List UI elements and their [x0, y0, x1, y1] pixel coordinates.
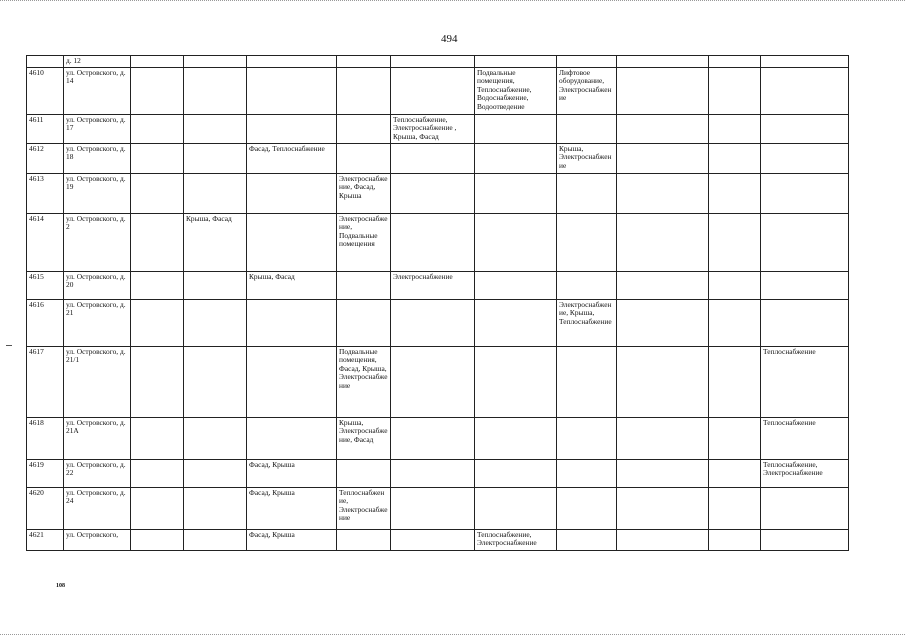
row-number-cell: 4618: [27, 417, 64, 459]
work-type-cell: [709, 213, 761, 271]
table-row: [27, 417, 849, 459]
work-type-cell: [761, 143, 849, 173]
work-type-cell: [709, 299, 761, 346]
work-type-cell: [337, 299, 391, 346]
address-cell: ул. Островского, д. 21А: [64, 417, 131, 459]
work-type-cell: [475, 114, 557, 143]
work-type-cell: [557, 459, 617, 487]
row-number-cell: 4615: [27, 271, 64, 299]
work-type-cell: Теплоснабжение, Электроснабжение: [761, 459, 849, 487]
work-type-cell: [709, 67, 761, 114]
work-type-cell: [557, 271, 617, 299]
work-type-cell: [131, 213, 184, 271]
work-type-cell: [617, 173, 709, 213]
work-type-cell: [617, 143, 709, 173]
work-type-cell: [475, 143, 557, 173]
table-row: [27, 143, 849, 173]
work-type-cell: [391, 346, 475, 417]
work-type-cell: [184, 529, 247, 550]
work-type-cell: [709, 459, 761, 487]
work-type-cell: Фасад, Крыша: [247, 487, 337, 529]
work-type-cell: [131, 529, 184, 550]
work-type-cell: [337, 56, 391, 68]
work-type-cell: [709, 417, 761, 459]
work-type-cell: [761, 114, 849, 143]
address-cell: ул. Островского, д. 19: [64, 173, 131, 213]
work-type-cell: [557, 114, 617, 143]
work-type-cell: [557, 213, 617, 271]
work-type-cell: Электроснабжение, Крыша, Теплоснабжение: [557, 299, 617, 346]
work-type-cell: [391, 213, 475, 271]
row-number-cell: 4610: [27, 67, 64, 114]
work-type-cell: [391, 459, 475, 487]
page-number: 494: [441, 33, 458, 45]
work-type-cell: [131, 56, 184, 68]
address-cell: ул. Островского,: [64, 529, 131, 550]
row-number-cell: 4621: [27, 529, 64, 550]
work-type-cell: [761, 299, 849, 346]
work-type-cell: [131, 346, 184, 417]
work-type-cell: Лифтовое оборудование, Электроснабжение: [557, 67, 617, 114]
row-number-cell: 4616: [27, 299, 64, 346]
work-type-cell: [131, 67, 184, 114]
work-type-cell: [337, 114, 391, 143]
work-type-cell: [391, 299, 475, 346]
work-type-cell: Крыша, Электроснабжение: [557, 143, 617, 173]
work-type-cell: Фасад, Крыша: [247, 459, 337, 487]
work-type-cell: [184, 56, 247, 68]
table-row: [27, 346, 849, 417]
work-type-cell: [761, 529, 849, 550]
table-row: [27, 213, 849, 271]
work-type-cell: Крыша, Электроснабжение, Фасад: [337, 417, 391, 459]
work-type-cell: [247, 213, 337, 271]
work-type-cell: [617, 417, 709, 459]
work-type-cell: [391, 56, 475, 68]
work-type-cell: [247, 299, 337, 346]
work-type-cell: [391, 487, 475, 529]
work-type-cell: Подвальные помещения, Фасад, Крыша, Электроснабжение: [337, 346, 391, 417]
work-type-cell: [709, 173, 761, 213]
work-type-cell: [131, 271, 184, 299]
work-type-cell: [247, 114, 337, 143]
work-type-cell: [617, 487, 709, 529]
table-row: [27, 56, 849, 68]
repair-register-table: [26, 55, 849, 551]
work-type-cell: [247, 56, 337, 68]
scan-bottom-edge: [0, 634, 905, 638]
row-number-cell: 4620: [27, 487, 64, 529]
work-type-cell: [475, 417, 557, 459]
work-type-cell: [709, 487, 761, 529]
work-type-cell: Электроснабжение: [391, 271, 475, 299]
work-type-cell: [761, 173, 849, 213]
work-type-cell: [131, 143, 184, 173]
table-row: [27, 487, 849, 529]
address-cell: ул. Островского, д. 2: [64, 213, 131, 271]
work-type-cell: [337, 67, 391, 114]
work-type-cell: [391, 173, 475, 213]
work-type-cell: [709, 56, 761, 68]
work-type-cell: [337, 529, 391, 550]
work-type-cell: [617, 299, 709, 346]
work-type-cell: [337, 271, 391, 299]
scan-top-edge: [0, 0, 905, 4]
work-type-cell: Фасад, Теплоснабжение: [247, 143, 337, 173]
work-type-cell: [184, 173, 247, 213]
work-type-cell: [131, 173, 184, 213]
work-type-cell: [247, 417, 337, 459]
address-cell: ул. Островского, д. 14: [64, 67, 131, 114]
address-cell: ул. Островского, д. 21: [64, 299, 131, 346]
work-type-cell: [761, 213, 849, 271]
address-cell: ул. Островского, д. 24: [64, 487, 131, 529]
work-type-cell: [475, 459, 557, 487]
work-type-cell: [475, 346, 557, 417]
work-type-cell: [184, 417, 247, 459]
work-type-cell: [475, 271, 557, 299]
work-type-cell: [131, 299, 184, 346]
row-number-cell: 4612: [27, 143, 64, 173]
row-number-cell: [27, 56, 64, 68]
address-cell: ул. Островского, д. 17: [64, 114, 131, 143]
address-cell: д. 12: [64, 56, 131, 68]
work-type-cell: [709, 271, 761, 299]
address-cell: ул. Островского, д. 22: [64, 459, 131, 487]
table-row: [27, 529, 849, 550]
work-type-cell: [557, 417, 617, 459]
row-number-cell: 4611: [27, 114, 64, 143]
work-type-cell: [184, 346, 247, 417]
work-type-cell: [557, 346, 617, 417]
work-type-cell: Подвальные помещения, Теплоснабжение, Водоснабжение, Водоотведение: [475, 67, 557, 114]
work-type-cell: [337, 459, 391, 487]
work-type-cell: [391, 67, 475, 114]
work-type-cell: [617, 67, 709, 114]
work-type-cell: [131, 487, 184, 529]
work-type-cell: [247, 173, 337, 213]
row-number-cell: 4614: [27, 213, 64, 271]
work-type-cell: [557, 173, 617, 213]
work-type-cell: [475, 487, 557, 529]
work-type-cell: Крыша, Фасад: [184, 213, 247, 271]
work-type-cell: [761, 56, 849, 68]
work-type-cell: [557, 487, 617, 529]
work-type-cell: [557, 56, 617, 68]
work-type-cell: [247, 67, 337, 114]
margin-tick: [6, 345, 12, 346]
work-type-cell: [617, 271, 709, 299]
work-type-cell: Электроснабжение, Фасад, Крыша: [337, 173, 391, 213]
work-type-cell: [391, 143, 475, 173]
work-type-cell: [184, 271, 247, 299]
work-type-cell: [617, 529, 709, 550]
work-type-cell: [131, 114, 184, 143]
address-cell: ул. Островского, д. 20: [64, 271, 131, 299]
table-row: [27, 299, 849, 346]
work-type-cell: [557, 529, 617, 550]
work-type-cell: [709, 529, 761, 550]
work-type-cell: [391, 529, 475, 550]
work-type-cell: [709, 346, 761, 417]
work-type-cell: [475, 56, 557, 68]
work-type-cell: [617, 56, 709, 68]
footer-mark: 108: [56, 583, 65, 589]
work-type-cell: Электроснабжение, Подвальные помещения: [337, 213, 391, 271]
address-cell: ул. Островского, д. 18: [64, 143, 131, 173]
work-type-cell: Теплоснабжение, Электроснабжение: [337, 487, 391, 529]
work-type-cell: [617, 346, 709, 417]
work-type-cell: [761, 271, 849, 299]
work-type-cell: Теплоснабжение: [761, 346, 849, 417]
work-type-cell: [184, 114, 247, 143]
work-type-cell: [475, 173, 557, 213]
work-type-cell: [247, 346, 337, 417]
work-type-cell: [617, 213, 709, 271]
work-type-cell: [391, 417, 475, 459]
row-number-cell: 4617: [27, 346, 64, 417]
row-number-cell: 4619: [27, 459, 64, 487]
work-type-cell: [184, 487, 247, 529]
work-type-cell: [184, 67, 247, 114]
table-row: [27, 67, 849, 114]
work-type-cell: [617, 459, 709, 487]
work-type-cell: [131, 459, 184, 487]
row-number-cell: 4613: [27, 173, 64, 213]
work-type-cell: [475, 299, 557, 346]
work-type-cell: [709, 114, 761, 143]
table-row: [27, 114, 849, 143]
table-body: [27, 56, 849, 551]
work-type-cell: [617, 114, 709, 143]
work-type-cell: [761, 67, 849, 114]
address-cell: ул. Островского, д. 21/1: [64, 346, 131, 417]
work-type-cell: [475, 213, 557, 271]
work-type-cell: Теплоснабжение, Электроснабжение: [475, 529, 557, 550]
work-type-cell: [184, 143, 247, 173]
work-type-cell: [337, 143, 391, 173]
table-row: [27, 459, 849, 487]
table-row: [27, 271, 849, 299]
work-type-cell: [184, 299, 247, 346]
work-type-cell: Фасад, Крыша: [247, 529, 337, 550]
table-row: [27, 173, 849, 213]
work-type-cell: Теплоснабжение: [761, 417, 849, 459]
work-type-cell: [184, 459, 247, 487]
work-type-cell: Крыша, Фасад: [247, 271, 337, 299]
work-type-cell: [131, 417, 184, 459]
work-type-cell: [709, 143, 761, 173]
work-type-cell: [761, 487, 849, 529]
work-type-cell: Теплоснабжение, Электроснабжение , Крыша, Фасад: [391, 114, 475, 143]
